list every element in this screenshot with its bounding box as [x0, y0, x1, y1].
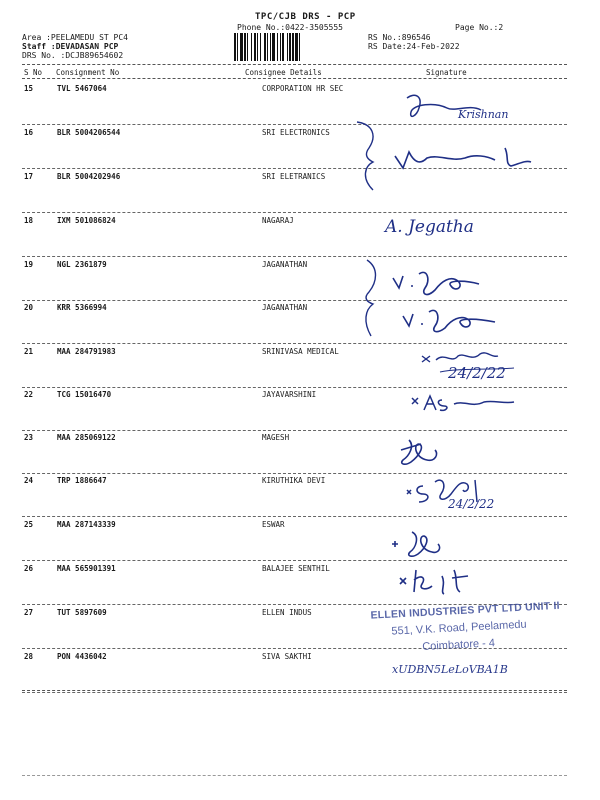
- row-consignment: TVL 5467064: [57, 84, 107, 93]
- row-sno: 27: [24, 608, 34, 617]
- row-consignment: BLR 5004202946: [57, 172, 121, 181]
- row-consignee: BALAJEE SENTHIL: [262, 564, 330, 573]
- barcode-bar: [264, 33, 266, 61]
- signature-18: A. Jegatha: [385, 217, 474, 237]
- barcode-bar: [272, 33, 275, 61]
- row-consignee: CORPORATION HR SEC: [262, 84, 344, 93]
- row-consignment: MAA 565901391: [57, 564, 116, 573]
- area-label: Area :PEELAMEDU ST PC4: [22, 33, 128, 42]
- row-consignee: SRI ELETRANICS: [262, 172, 326, 181]
- row-divider: [22, 516, 567, 517]
- row-sno: 20: [24, 303, 34, 312]
- rs-number: RS No.:896546: [368, 33, 431, 42]
- table-row: [0, 520, 600, 564]
- row-divider: [22, 430, 567, 431]
- drs-number: DRS No. :DCJB89654602: [22, 51, 124, 60]
- signature-22: [410, 392, 520, 416]
- column-sno: S No: [24, 68, 43, 77]
- row-sno: 21: [24, 347, 34, 356]
- signature-25: [390, 526, 460, 562]
- barcode-bar: [299, 33, 300, 61]
- row-sno: 19: [24, 260, 34, 269]
- barcode-bar: [277, 33, 278, 61]
- row-consignment: IXM 501086824: [57, 216, 116, 225]
- row-consignment: KRR 5366994: [57, 303, 107, 312]
- signature-21-date: 24/2/22: [448, 364, 506, 382]
- staff-label: Staff :DEVADASAN PCP: [22, 42, 119, 51]
- barcode-bar: [282, 33, 284, 61]
- row-divider: [22, 692, 567, 693]
- header-rule-bottom: [22, 78, 567, 79]
- signature-15-text: Krishnan: [458, 108, 509, 121]
- row-sno: 22: [24, 390, 34, 399]
- barcode-bar: [247, 33, 248, 61]
- signature-23: [395, 436, 455, 470]
- row-consignment: MAA 287143339: [57, 520, 116, 529]
- page-bottom-rule: [22, 775, 567, 776]
- row-consignment: TCG 15016470: [57, 390, 112, 399]
- row-sno: 26: [24, 564, 34, 573]
- row-consignee: SIVA SAKTHI: [262, 652, 312, 661]
- barcode-bar: [251, 33, 252, 61]
- row-consignment: NGL 2361879: [57, 260, 107, 269]
- row-consignment: PON 4436042: [57, 652, 107, 661]
- column-signature: Signature: [426, 68, 467, 77]
- row-sno: 16: [24, 128, 34, 137]
- row-consignment: TRP 1886647: [57, 476, 107, 485]
- stamp-line-2: 551, V.K. Road, Peelamedu: [391, 618, 527, 638]
- row-divider: [22, 560, 567, 561]
- row-consignment: BLR 5004206544: [57, 128, 121, 137]
- barcode-bar: [280, 33, 281, 61]
- row-sno: 28: [24, 652, 34, 661]
- signature-19-20: [355, 258, 535, 340]
- signature-26: [398, 564, 498, 600]
- row-consignee: KIRUTHIKA DEVI: [262, 476, 326, 485]
- header-rule-top: [22, 64, 567, 65]
- column-consignee: Consignee Details: [245, 68, 322, 77]
- row-consignee: SRI ELECTRONICS: [262, 128, 330, 137]
- stamp-line-3: Coimbatore - 4: [421, 637, 496, 653]
- page-number: Page No.:2: [455, 23, 504, 32]
- row-sno: 25: [24, 520, 34, 529]
- row-consignee: NAGARAJ: [262, 216, 294, 225]
- row-consignment: MAA 285069122: [57, 433, 116, 442]
- barcode-bar: [244, 33, 246, 61]
- row-consignee: JAGANATHAN: [262, 260, 308, 269]
- table-row: [0, 476, 600, 520]
- barcode-bar: [287, 33, 288, 61]
- row-consignment: MAA 284791983: [57, 347, 116, 356]
- sheet-title: TPC/CJB DRS - PCP: [255, 12, 356, 22]
- row-consignee: JAGANATHAN: [262, 303, 308, 312]
- table-row: [0, 433, 600, 477]
- barcode-bar: [292, 33, 294, 61]
- barcode-bar: [260, 33, 261, 61]
- barcode-bar: [270, 33, 271, 61]
- row-consignee: ELLEN INDUS: [262, 608, 312, 617]
- barcode-bar: [234, 33, 236, 61]
- row-sno: 23: [24, 433, 34, 442]
- barcode-bar: [267, 33, 268, 61]
- barcode-image: [233, 33, 361, 61]
- phone-number: Phone No.:0422-3505555: [237, 23, 343, 32]
- signature-28: xUDBN5LeLoVBA1B: [392, 663, 508, 676]
- row-divider: [22, 256, 567, 257]
- row-consignee: SRINIVASA MEDICAL: [262, 347, 339, 356]
- stamp-line-1: ELLEN INDUSTRIES PVT LTD UNIT II: [370, 599, 561, 622]
- row-divider: [22, 343, 567, 344]
- row-consignee: ESWAR: [262, 520, 285, 529]
- barcode-bar: [237, 33, 238, 61]
- signature-16-17: [355, 118, 555, 198]
- row-consignment: TUT 5897609: [57, 608, 107, 617]
- row-sno: 18: [24, 216, 34, 225]
- barcode-bar: [257, 33, 258, 61]
- row-divider: [22, 212, 567, 213]
- column-consignment: Consignment No: [56, 68, 120, 77]
- row-consignee: MAGESH: [262, 433, 290, 442]
- row-consignee: JAYAVARSHINI: [262, 390, 317, 399]
- row-sno: 17: [24, 172, 34, 181]
- barcode-bar: [240, 33, 243, 61]
- row-sno: 15: [24, 84, 34, 93]
- barcode-bar: [254, 33, 256, 61]
- rs-date: RS Date:24-Feb-2022: [368, 42, 460, 51]
- barcode-bar: [289, 33, 291, 61]
- row-sno: 24: [24, 476, 34, 485]
- table-row: [0, 216, 600, 260]
- footer-rule: [22, 690, 567, 691]
- barcode-bar: [295, 33, 298, 61]
- signature-24-date: 24/2/22: [448, 497, 495, 511]
